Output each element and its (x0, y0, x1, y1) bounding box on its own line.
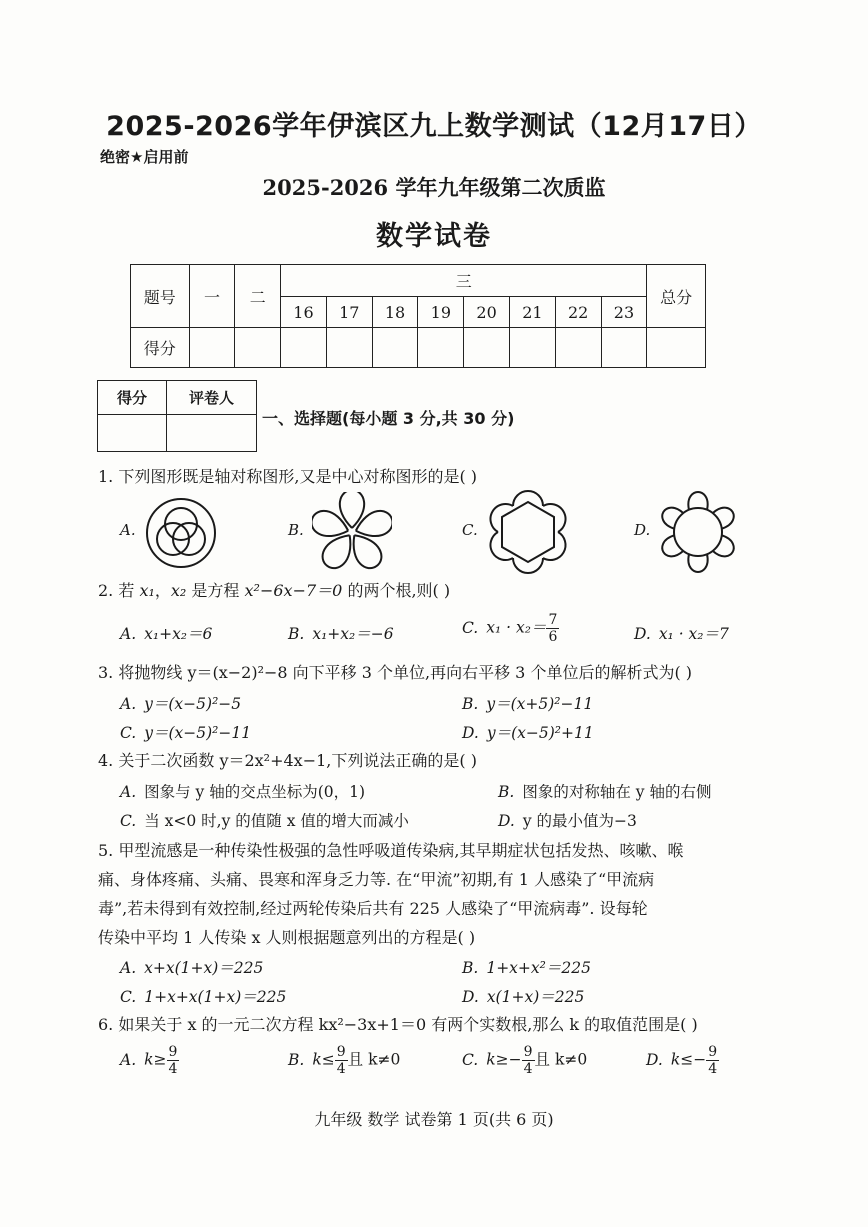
q4-option-a[interactable]: A. 图象与 y 轴的交点坐标为(0，1) (120, 783, 366, 801)
q4-option-b[interactable]: B. 图象的对称轴在 y 轴的右侧 (498, 783, 712, 801)
score-table-sub-col: 23 (601, 297, 647, 328)
q3-option-c[interactable]: C. y＝(x−5)²−11 (120, 724, 252, 742)
grader-score-cell[interactable] (98, 415, 167, 452)
score-cell[interactable] (326, 328, 372, 368)
q1-figure-a (144, 496, 218, 570)
q5-option-c[interactable]: C. 1+x+x(1+x)＝225 (120, 988, 287, 1006)
score-cell[interactable] (555, 328, 601, 368)
question-5-text: 5. 甲型流感是一种传染性极强的急性呼吸道传染病,其早期症状包括发热、咳嗽、喉 痛、身体疼痛、头痛、畏寒和浑身乏力等. 在“甲流”初期,有 1 人感染了“甲流病 毒”,若未得到有效控制,经过两轮传染后共有 225 人感染了“甲流病毒”. 设每轮 传染中平均 1 人传染 x 人则根据题意列出的方程是( ) (98, 841, 684, 947)
question-1-text: 1. 下列图形既是轴对称图形,又是中心对称图形的是( ) (98, 467, 478, 486)
score-cell[interactable] (464, 328, 510, 368)
q3-option-a[interactable]: A. y＝(x−5)²−5 (120, 695, 242, 713)
q1-option-a-label[interactable]: A. (120, 521, 136, 539)
grader-table-grader-label: 评卷人 (167, 381, 257, 415)
q1-figure-d (656, 490, 740, 574)
q2-option-a[interactable]: A. x₁+x₂＝6 (120, 625, 213, 643)
q1-option-b-label[interactable]: B. (288, 521, 304, 539)
q4-option-d[interactable]: D. y 的最小值为−3 (498, 812, 637, 830)
score-table-col-three: 三 (281, 265, 647, 297)
q1-option-c-label[interactable]: C. (462, 521, 478, 539)
score-table-sub-col: 22 (555, 297, 601, 328)
confidential-mark: 绝密★启用前 (100, 148, 189, 166)
score-table-score-label: 得分 (131, 328, 190, 368)
grader-name-cell[interactable] (167, 415, 257, 452)
question-4-text: 4. 关于二次函数 y＝2x²+4x−1,下列说法正确的是( ) (98, 751, 477, 770)
score-cell[interactable] (281, 328, 327, 368)
score-table-number-label: 题号 (131, 265, 190, 328)
score-table-col-one: 一 (189, 265, 235, 328)
q2-option-c[interactable]: C. x₁ · x₂＝ $\frac{7}{6}$ (462, 612, 558, 645)
score-table-sub-col: 21 (510, 297, 556, 328)
score-cell[interactable] (418, 328, 464, 368)
q3-option-b[interactable]: B. y＝(x+5)²−11 (462, 695, 594, 713)
q5-option-a[interactable]: A. x+x(1+x)＝225 (120, 959, 264, 977)
q2-option-b[interactable]: B. x₁+x₂＝−6 (288, 625, 394, 643)
grader-table-score-label: 得分 (98, 381, 167, 415)
page-footer: 九年级 数学 试卷第 1 页(共 6 页) (314, 1110, 554, 1129)
question-6-text: 6. 如果关于 x 的一元二次方程 kx²−3x+1＝0 有两个实数根,那么 k 的取值范围是( ) (98, 1015, 698, 1034)
score-cell[interactable] (189, 328, 235, 368)
score-table-sub-col: 16 (281, 297, 327, 328)
q1-option-d-label[interactable]: D. (634, 521, 651, 539)
score-table-sub-col: 17 (326, 297, 372, 328)
q6-option-d[interactable]: D. k≤− $\frac{9}{4}$ (646, 1044, 718, 1077)
q5-option-b[interactable]: B. 1+x+x²＝225 (462, 959, 591, 977)
score-cell[interactable] (647, 328, 706, 368)
q6-option-a[interactable]: A. k≥ $\frac{9}{4}$ (120, 1044, 178, 1077)
q2-option-d[interactable]: D. x₁ · x₂＝7 (634, 625, 729, 643)
question-3-text: 3. 将抛物线 y＝(x−2)²−8 向下平移 3 个单位,再向右平移 3 个单位后的解析式为( ) (98, 663, 693, 682)
exam-top-title: 2025-2026学年伊滨区九上数学测试（12月17日） (106, 111, 762, 142)
q5-option-d[interactable]: D. x(1+x)＝225 (462, 988, 585, 1006)
paper-title: 数学试卷 (376, 221, 492, 252)
score-cell[interactable] (510, 328, 556, 368)
question-2-text: 2. 若 x₁，x₂ 是方程 x²−6x−7＝0 的两个根,则( ) (98, 581, 451, 600)
q4-option-c[interactable]: C. 当 x<0 时,y 的值随 x 值的增大而减小 (120, 812, 409, 830)
exam-subtitle: 2025-2026 学年九年级第二次质监 (262, 175, 606, 200)
score-cell[interactable] (235, 328, 281, 368)
q3-option-d[interactable]: D. y＝(x−5)²+11 (462, 724, 594, 742)
score-table (130, 264, 706, 368)
q6-option-b[interactable]: B. k≤ $\frac{9}{4}$ 且 k≠0 (288, 1044, 401, 1077)
grader-table (97, 380, 257, 452)
score-table-sub-col: 20 (464, 297, 510, 328)
score-table-total: 总分 (647, 265, 706, 328)
score-table-col-two: 二 (235, 265, 281, 328)
section-title: 一、选择题(每小题 3 分,共 30 分) (262, 409, 515, 428)
score-table-sub-col: 19 (418, 297, 464, 328)
score-cell[interactable] (372, 328, 418, 368)
q1-figure-b (312, 492, 392, 572)
q1-figure-c (486, 490, 570, 574)
q6-option-c[interactable]: C. k≥− $\frac{9}{4}$ 且 k≠0 (462, 1044, 588, 1077)
score-table-sub-col: 18 (372, 297, 418, 328)
score-cell[interactable] (601, 328, 647, 368)
